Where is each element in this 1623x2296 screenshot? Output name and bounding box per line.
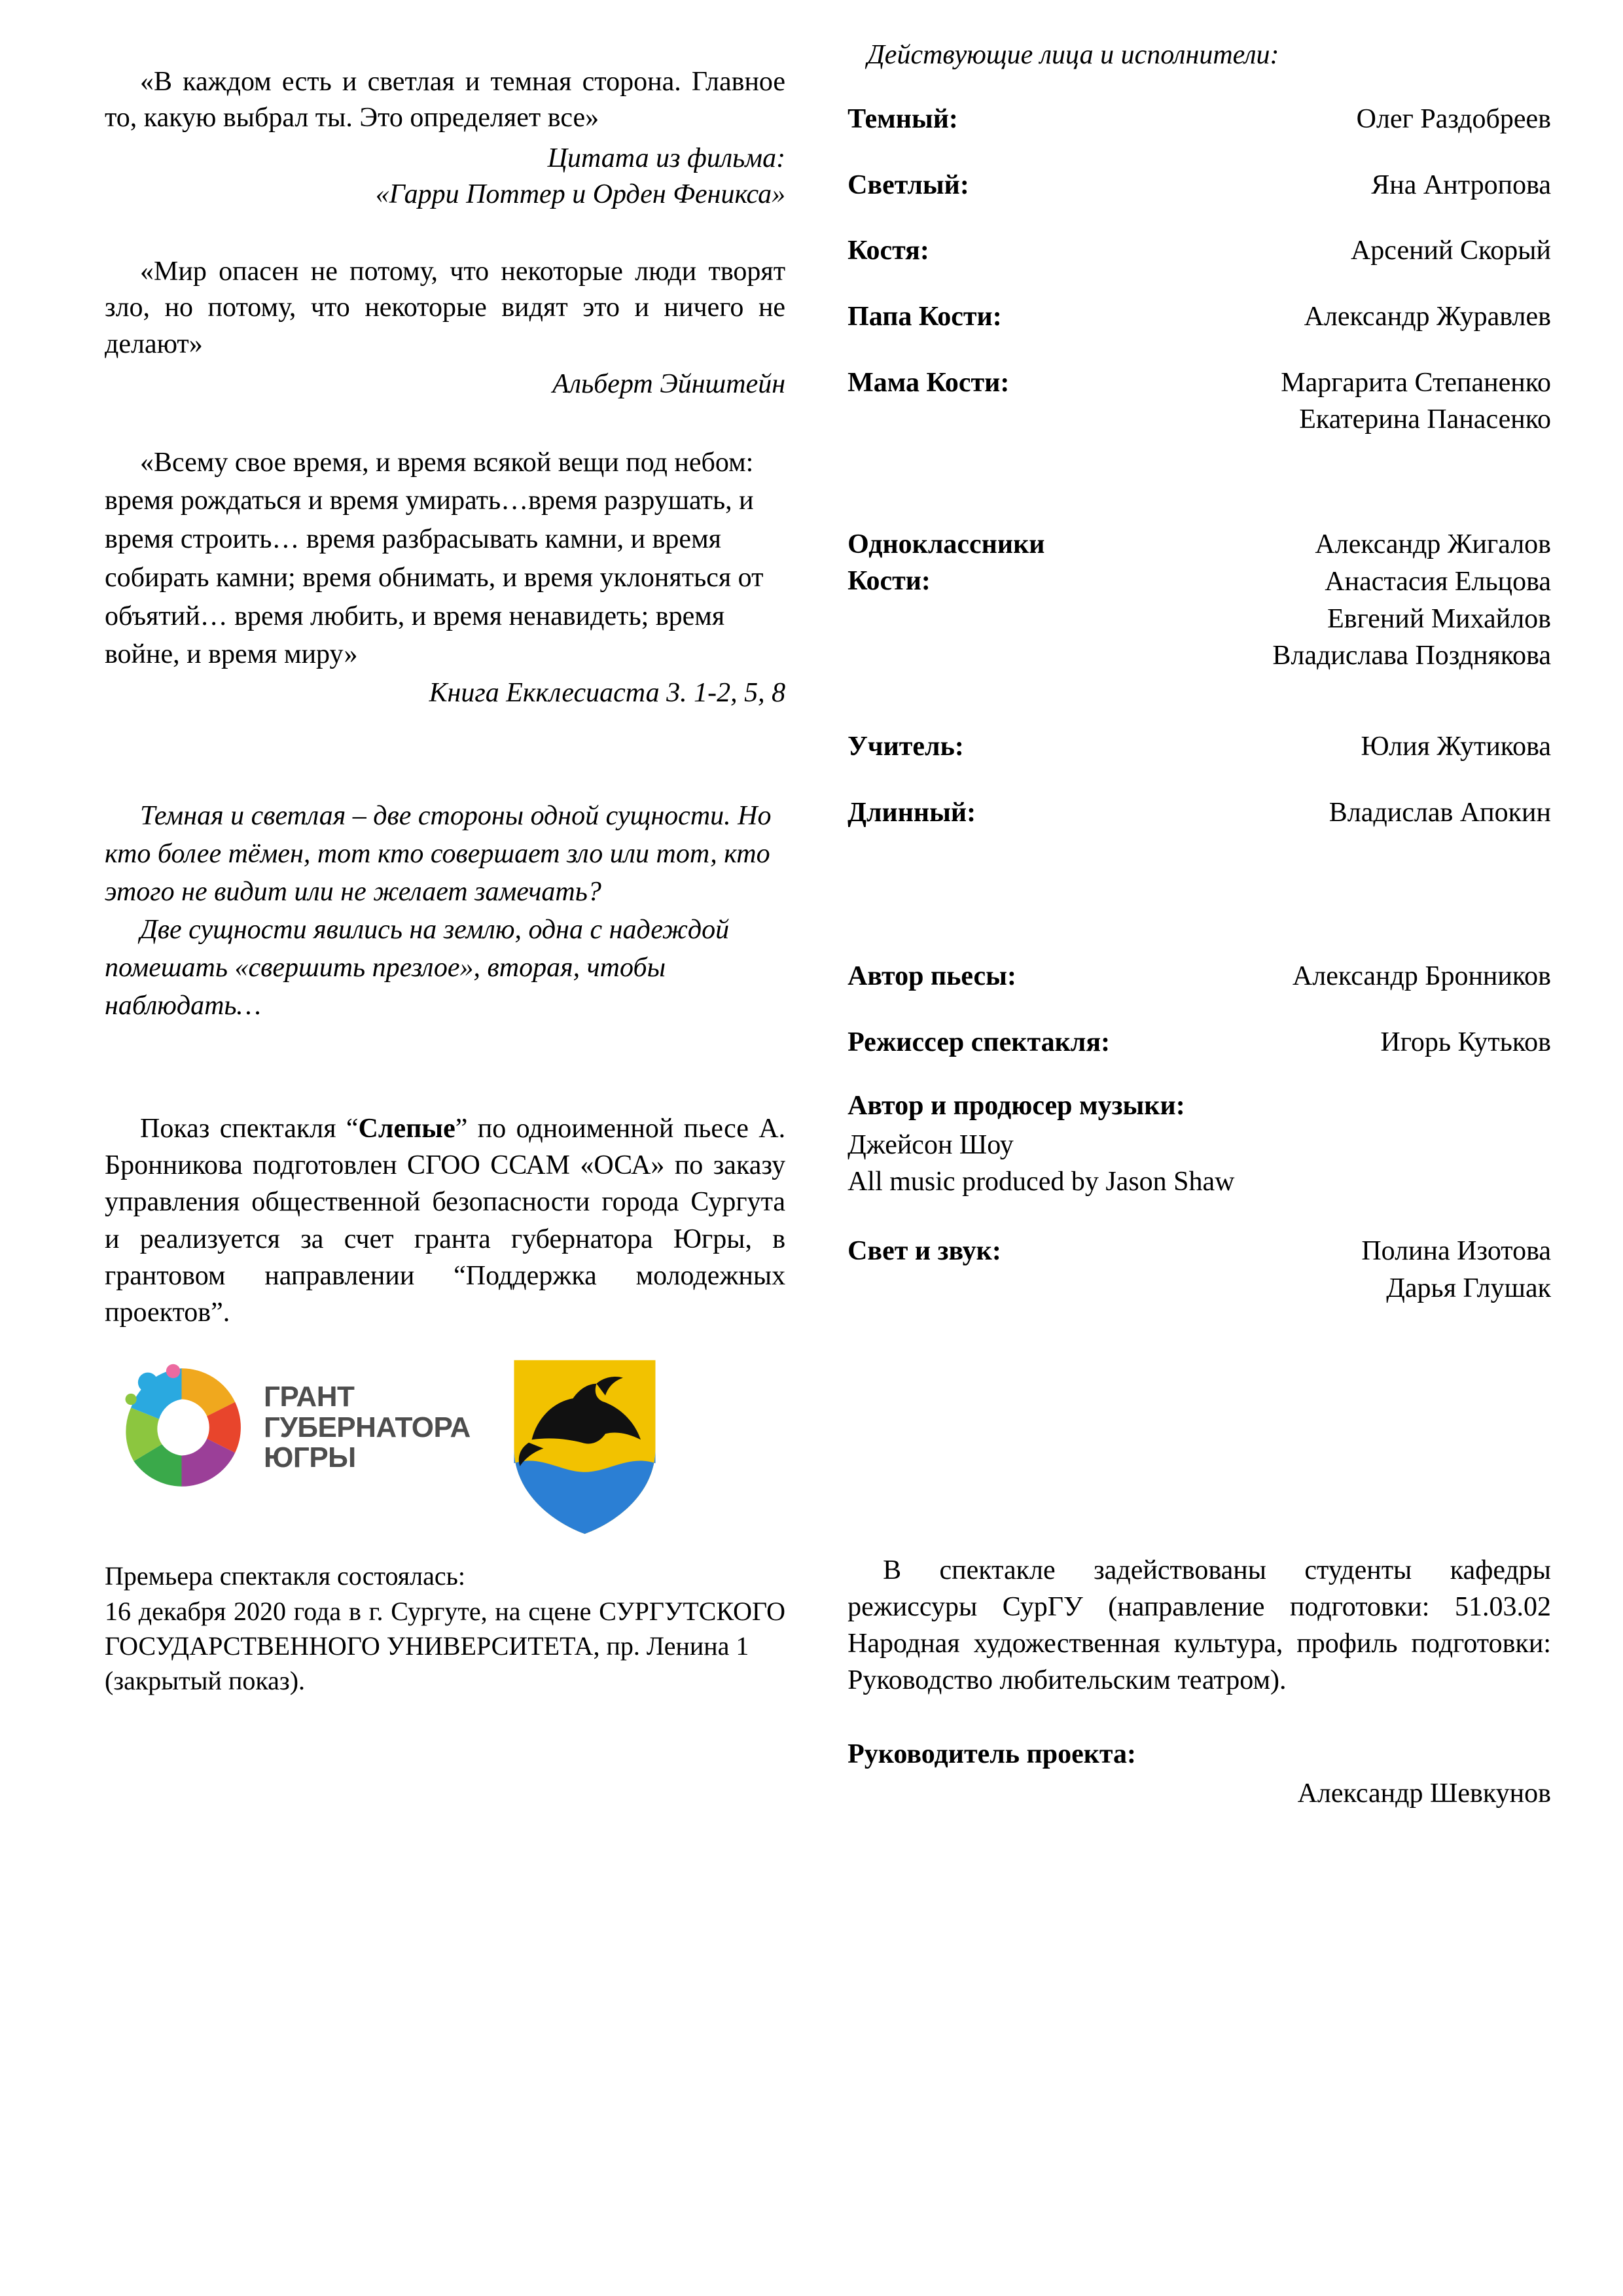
grant-logo-text-line2: ГУБЕРНАТОРА [264,1411,471,1443]
grant-gubernatora-yugry-logo [111,1357,471,1498]
credit-role: Свет и звук: [847,1236,1001,1267]
grant-logo-text [264,1382,471,1474]
credit-name [1110,1024,1551,1061]
right-column [825,39,1551,2270]
music-credit-name-en: All music produced by Jason Shaw [847,1166,1235,1197]
cast-names [969,167,1551,204]
logo-row [105,1357,785,1540]
credit-person-name: Игорь Кутьков [1380,1027,1551,1057]
cast-actor-name: Александр Жигалов [1315,529,1551,560]
cast-role: Темный: [847,104,958,134]
left-column [105,39,825,2270]
production-note [105,1110,785,1332]
cast-actor-name: Евгений Михайлов [1327,603,1551,634]
project-lead-title: Руководитель проекта: [847,1739,1137,1769]
project-lead-block [847,1739,1551,1812]
cast-row [847,101,1551,138]
premiere-line-3: (закрытый показ). [105,1665,306,1695]
premiere-line-1: Премьера спектакля состоялась: [105,1561,465,1591]
credit-row-playwright [847,958,1551,995]
cast-row [847,364,1551,438]
grant-logo-text-line3: ЮГРЫ [264,1441,356,1474]
cast-role: Папа Кости: [847,302,1002,332]
production-note-prefix: Показ спектакля “ [140,1113,359,1144]
credit-name [1016,958,1551,995]
students-note: В спектакле задействованы студенты кафедры режиссуры СурГУ (направление подготовки: 51.03.02 Народная художественная культура, профиль подготовки: Руководство любительским театром). [847,1555,1551,1696]
cast-actor-name: Яна Антропова [1371,169,1551,200]
cast-actor-name: Олег Раздобреев [1356,104,1551,134]
cast-role-classmates-line1: Одноклассники [847,529,1045,560]
quote-harry-potter-source-line1: Цитата из фильма: [547,143,786,173]
cast-names [958,101,1551,138]
credit-person-name: Полина Изотова [1361,1236,1551,1267]
production-note-rest: ” по одноименной пьесе А. Бронникова подготовлен СГОО ССАМ «ОСА» по заказу управления общественной безопасности города Сургута и реализуется за счет гранта губернатора Югры, в грантовом направлении “Поддержка молодежных проектов”. [105,1113,786,1328]
cast-row [847,298,1551,336]
synopsis-paragraph-2: Две сущности явились на землю, одна с надеждой помешать «свершить презлое», вторая, чтобы наблюдать… [105,914,730,1021]
cast-section-header: Действующие лица и исполнители: [867,40,1279,70]
cast-actor-name: Анастасия Ельцова [1325,566,1551,597]
grant-logo-text-line1: ГРАНТ [264,1380,355,1413]
cast-role: Длинный: [847,797,976,828]
cast-role-classmates-line2: Кости: [847,565,931,596]
quote-einstein-text: «Мир опасен не потому, что некоторые люди творят зло, но потому, что некоторые видят это и ничего не делают» [105,256,786,359]
surgut-coat-of-arms [511,1357,658,1540]
cast-actor-name: Владислава Позднякова [1272,641,1551,671]
quote-ecclesiastes-source: Книга Екклесиаста 3. 1-2, 5, 8 [429,678,786,709]
synopsis-paragraph-1: Темная и светлая – две стороны одной сущности. Но кто более тёмен, тот кто совершает зло или тот, кто этого не видит или не желает замечать? [105,801,772,907]
music-credit-block [847,1090,1551,1201]
cast-names [964,728,1551,766]
cast-row [847,794,1551,832]
cast-actor-name: Александр Журавлев [1304,302,1551,332]
credit-person-name: Дарья Глушак [1386,1273,1551,1303]
grant-logo-mark [111,1357,252,1498]
cast-names [976,794,1551,832]
cast-names-classmates [1044,492,1551,675]
credit-person-name: Александр Бронников [1292,961,1551,992]
cast-names [1002,298,1551,336]
cast-actor-name: Екатерина Панасенко [1299,404,1551,435]
quote-ecclesiastes-text: «Всему свое время, и время всякой вещи под небом: время рождаться и время умирать…время разрушать, и время строить… время разбрасывать камни, и время собирать камни; время обнимать, и время уклоняться от объятий… время любить, и время ненавидеть; время войне, и время миру» [105,447,764,670]
cast-row [847,232,1551,270]
cast-actor-name: Маргарита Степаненко [1281,367,1551,398]
surgut-coat-of-arms-icon [511,1357,658,1537]
credit-row-light-sound [847,1233,1551,1307]
quote-einstein-source: Альберт Эйнштейн [552,369,786,400]
cast-role: Светлый: [847,169,969,200]
credit-row-director [847,1024,1551,1061]
music-credit-title: Автор и продюсер музыки: [847,1090,1185,1121]
quote-harry-potter-text: «В каждом есть и светлая и темная сторона. Главное то, какую выбрал ты. Это определяет все» [105,67,786,133]
two-column-layout [105,39,1551,2270]
quote-harry-potter-source-line2: «Гарри Поттер и Орден Феникса» [375,179,786,210]
cast-actor-name: Владислав Апокин [1329,797,1551,828]
cast-row [847,167,1551,204]
premiere-line-2: 16 декабря 2020 года в г. Сургуте, на сцене СУРГУТСКОГО ГОСУДАРСТВЕННОГО УНИВЕРСИТЕТА, пр. Ленина 1 [105,1596,786,1661]
credit-role: Автор пьесы: [847,961,1016,992]
production-note-title: Слепые [358,1113,455,1144]
cast-row-classmates [847,492,1551,675]
cast-actor-name: Юлия Жутикова [1361,731,1551,762]
cast-names [929,232,1551,270]
cast-role: Костя: [847,236,929,266]
cast-role: Мама Кости: [847,367,1010,398]
credit-name [1001,1233,1551,1307]
cast-actor-name: Арсений Скорый [1350,236,1551,266]
cast-role: Учитель: [847,731,964,762]
cast-role-classmates [847,527,1044,599]
premiere-info [105,1559,785,1698]
music-credit-name-ru: Джейсон Шоу [847,1129,1014,1160]
cast-names [1009,364,1551,438]
credit-role: Режиссер спектакля: [847,1027,1111,1057]
project-lead-name: Александр Шевкунов [1297,1778,1551,1809]
cast-row [847,728,1551,766]
